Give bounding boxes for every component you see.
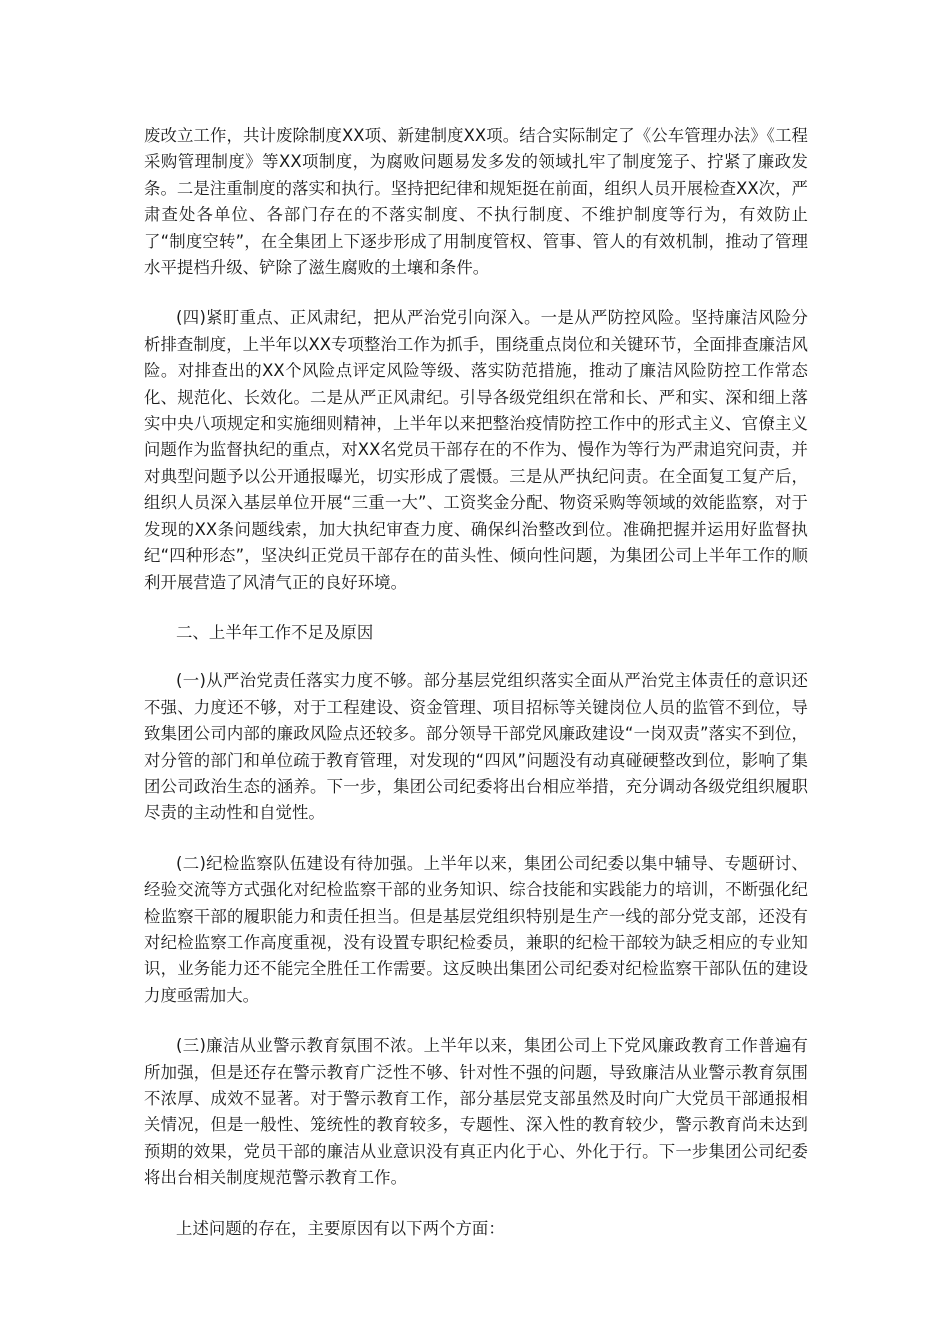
paragraph-causes-intro: 上述问题的存在，主要原因有以下两个方面： xyxy=(176,1218,505,1238)
paragraph-issue-one: (一)从严治党责任落实力度不够。部分基层党组织落实全面从严治党主体责任的意识还不强、力度还不够，对于工程建设、资金管理、项目招标等关键岗位人员的监管不到位，导致集团公司内部的廉政风险点还较多。部分领导干部党风廉政建设“一岗双责”落实不到位，对分管的部门和单位疏于教育管理，对发现的“四风”问题没有动真碰硬整改到位，影响了集团公司政治生态的涵养。下一步，集团公司纪委将出台相应举措，充分调动各级党组织履职尽责的主动性和自觉性。 xyxy=(144,671,808,823)
paragraph-section-four: (四)紧盯重点、正风肃纪，把从严治党引向深入。一是从严防控风险。坚持廉洁风险分析排查制度，上半年以XX专项整治工作为抓手，围绕重点岗位和关键环节，全面排查廉洁风险。对排查出的XX个风险点评定风险等级、落实防范措施，推动了廉洁风险防控工作常态化、规范化、长效化。二是从严正风肃纪。引导各级党组织在常和长、严和实、深和细上落实中央八项规定和实施细则精神，上半年以来把整治疫情防控工作中的形式主义、官僚主义问题作为监督执纪的重点，对XX名党员干部存在的不作为、慢作为等行为严肃追究问责，并对典型问题予以公开通报曝光，切实形成了震慑。三是从严执纪问责。在全面复工复产后，组织人员深入基层单位开展“三重一大”、工资奖金分配、物资采购等领域的效能监察，对于发现的XX条问题线索，加大执纪审查力度、确保纠治整改到位。准确把握并运用好监督执纪“四种形态”，坚决纠正党员干部存在的苗头性、倾向性问题，为集团公司上半年工作的顺利开展营造了风清气正的良好环境。 xyxy=(144,308,808,592)
paragraph-continuation: 废改立工作，共计废除制度XX项、新建制度XX项。结合实际制定了《公车管理办法》《工程采购管理制度》等XX项制度，为腐败问题易发多发的领域扎牢了制度笼子、拧紧了廉政发条。二是注重制度的落实和执行。坚持把纪律和规矩挺在前面，组织人员开展检查XX次，严肃查处各单位、各部门存在的不落实制度、不执行制度、不维护制度等行为，有效防止了“制度空转”，在全集团上下逐步形成了用制度管权、管事、管人的有效机制，推动了管理水平提档升级、铲除了滋生腐败的土壤和条件。 xyxy=(144,126,808,278)
paragraph-issue-two: (二)纪检监察队伍建设有待加强。上半年以来，集团公司纪委以集中辅导、专题研讨、经验交流等方式强化对纪检监察干部的业务知识、综合技能和实践能力的培训，不断强化纪检监察干部的履职能力和责任担当。但是基层党组织特别是生产一线的部分党支部，还没有对纪检监察工作高度重视，没有设置专职纪检委员，兼职的纪检干部较为缺乏相应的专业知识，业务能力还不能完全胜任工作需要。这反映出集团公司纪委对纪检监察干部队伍的建设力度亟需加大。 xyxy=(144,853,808,1005)
document-page xyxy=(144,123,808,1266)
section-heading-two: 二、上半年工作不足及原因 xyxy=(176,622,374,642)
paragraph-issue-three: (三)廉洁从业警示教育氛围不浓。上半年以来，集团公司上下党风廉政教育工作普遍有所加强，但是还存在警示教育广泛性不够、针对性不强的问题，导致廉洁从业警示教育氛围不浓厚、成效不显著。对于警示教育工作，部分基层党支部虽然及时向广大党员干部通报相关情况，但是一般性、笼统性的教育较多，专题性、深入性的教育较少，警示教育尚未达到预期的效果，党员干部的廉洁从业意识没有真正内化于心、外化于行。下一步集团公司纪委将出台相关制度规范警示教育工作。 xyxy=(144,1036,808,1188)
